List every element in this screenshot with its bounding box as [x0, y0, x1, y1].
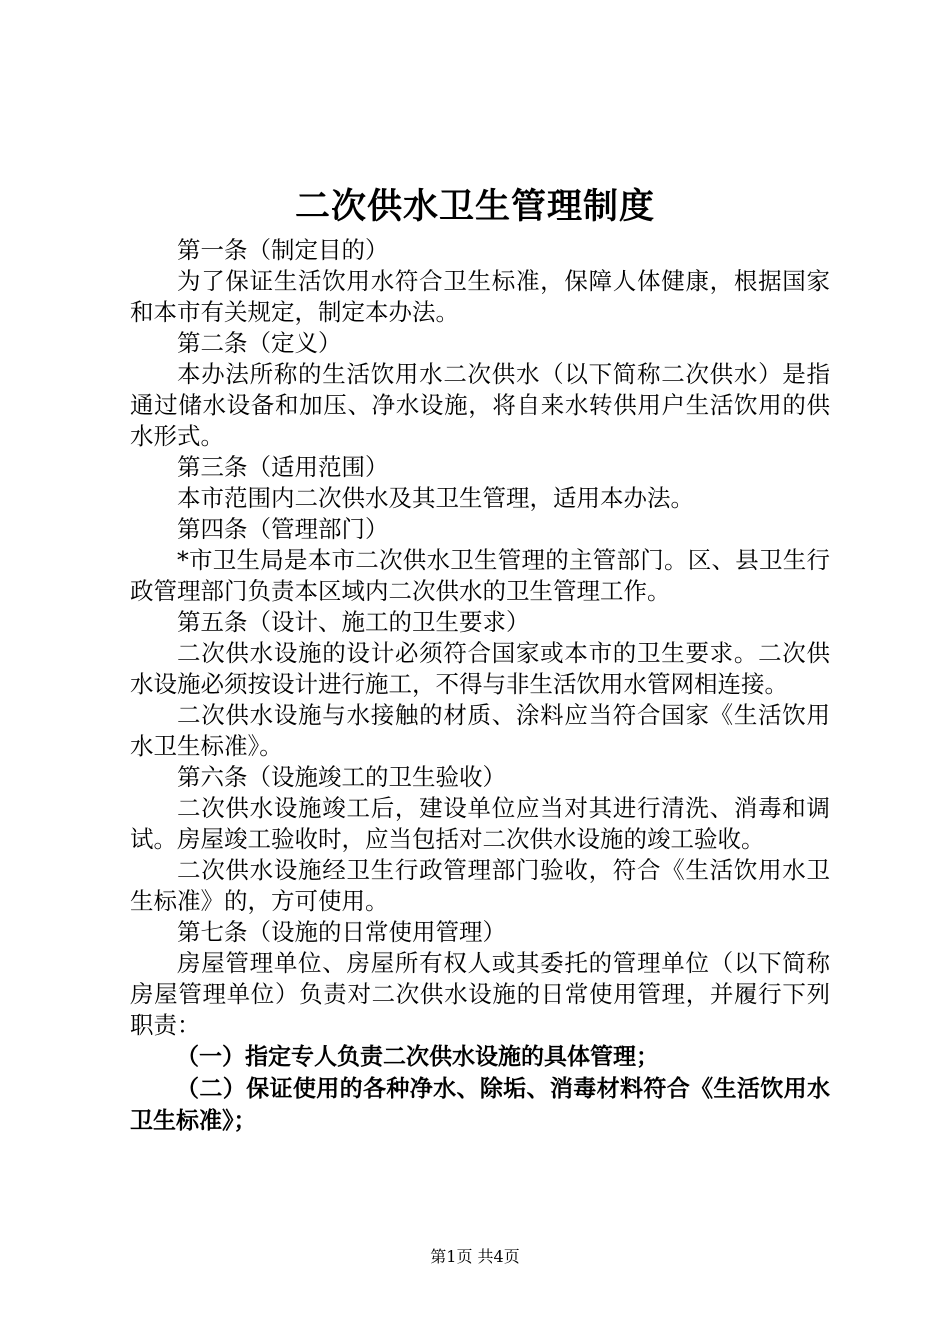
document-body	[130, 235, 830, 1137]
paragraph: 房屋管理单位、房屋所有权人或其委托的管理单位（以下简称房屋管理单位）负责对二次供水设施的日常使用管理，并履行下列职责：	[130, 949, 830, 1039]
paragraph: 二次供水设施与水接触的材质、涂料应当符合国家《生活饮用水卫生标准》。	[130, 701, 830, 760]
paragraph: 本市范围内二次供水及其卫生管理，适用本办法。	[177, 484, 694, 512]
page-number-footer: 第1页 共4页	[430, 1247, 520, 1266]
list-item: （二）保证使用的各种净水、除垢、消毒材料符合《生活饮用水卫生标准》；	[130, 1076, 830, 1134]
list-item: （一）指定专人负责二次供水设施的具体管理；	[176, 1044, 659, 1070]
article-heading: 第五条（设计、施工的卫生要求）	[177, 608, 530, 636]
article-heading: 第六条（设施竣工的卫生验收）	[177, 763, 506, 791]
paragraph: *市卫生局是本市二次供水卫生管理的主管部门。区、县卫生行政管理部门负责本区域内二次供水的卫生管理工作。	[130, 546, 830, 605]
article-heading: 第二条（定义）	[177, 329, 342, 357]
paragraph: 二次供水设施的设计必须符合国家或本市的卫生要求。二次供水设施必须按设计进行施工，不得与非生活饮用水管网相连接。	[130, 639, 830, 698]
paragraph: 本办法所称的生活饮用水二次供水（以下简称二次供水）是指通过储水设备和加压、净水设施，将自来水转供用户生活饮用的供水形式。	[130, 360, 830, 450]
paragraph: 二次供水设施经卫生行政管理部门验收，符合《生活饮用水卫生标准》的，方可使用。	[130, 856, 830, 915]
article-heading: 第四条（管理部门）	[177, 515, 389, 543]
paragraph: 二次供水设施竣工后，建设单位应当对其进行清洗、消毒和调试。房屋竣工验收时，应当包括对二次供水设施的竣工验收。	[130, 794, 830, 853]
article-heading: 第一条（制定目的）	[177, 236, 389, 264]
document-title: 二次供水卫生管理制度	[294, 187, 655, 227]
article-heading: 第三条（适用范围）	[177, 453, 389, 481]
paragraph: 为了保证生活饮用水符合卫生标准，保障人体健康，根据国家和本市有关规定，制定本办法。	[130, 267, 830, 326]
article-heading: 第七条（设施的日常使用管理）	[177, 918, 506, 946]
